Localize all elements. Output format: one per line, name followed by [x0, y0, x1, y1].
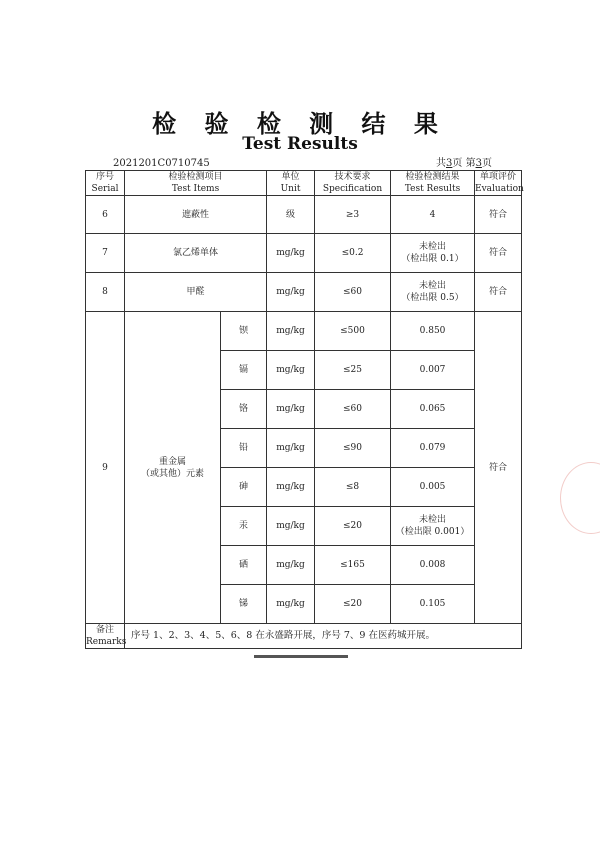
serial-cell: 7 [86, 234, 125, 273]
element-name-cell: 锑 [221, 585, 267, 624]
serial-cell: 9 [86, 312, 125, 624]
remarks-row [86, 624, 522, 649]
result-cell: 未检出 （检出限 0.001） [391, 507, 475, 546]
table-row [86, 273, 522, 312]
header-evaluation: 单项评价 Evaluation [475, 172, 524, 194]
result-cell: 0.850 [391, 312, 475, 351]
remarks-label: 备注 Remarks [86, 625, 127, 647]
evaluation-cell: 符合 [475, 312, 522, 624]
unit-cell: mg/kg [267, 390, 315, 429]
spec-cell: ≤20 [315, 507, 391, 546]
table-row [86, 312, 522, 351]
spec-cell: ≤60 [315, 390, 391, 429]
result-cell: 未检出 （检出限 0.1） [391, 234, 475, 273]
page-title-en: Test Results [242, 134, 358, 154]
end-divider [254, 655, 348, 658]
spec-cell: ≥3 [315, 196, 391, 234]
result-cell: 0.065 [391, 390, 475, 429]
item-cell: 遮蔽性 [125, 196, 267, 234]
result-cell: 0.105 [391, 585, 475, 624]
element-name-cell: 硒 [221, 546, 267, 585]
table-row [86, 234, 522, 273]
serial-cell: 6 [86, 196, 125, 234]
result-cell: 0.007 [391, 351, 475, 390]
element-name-cell: 镉 [221, 351, 267, 390]
header-unit: 单位 Unit [267, 171, 315, 196]
page-count: 共3页 第3页 [436, 158, 492, 169]
element-name-cell: 铅 [221, 429, 267, 468]
unit-cell: mg/kg [267, 468, 315, 507]
unit-cell: mg/kg [267, 507, 315, 546]
element-name-cell: 砷 [221, 468, 267, 507]
table-row [86, 196, 522, 234]
result-cell: 未检出 （检出限 0.5） [391, 273, 475, 312]
result-cell: 4 [391, 196, 475, 234]
spec-cell: ≤90 [315, 429, 391, 468]
page-title-cn: 检 验 检 测 结 果 [152, 109, 448, 138]
header-test-results: 检验检测结果 Test Results [391, 171, 475, 196]
unit-cell: mg/kg [267, 312, 315, 351]
spec-cell: ≤20 [315, 585, 391, 624]
evaluation-cell: 符合 [475, 234, 522, 273]
evaluation-cell: 符合 [475, 273, 522, 312]
spec-cell: ≤0.2 [315, 234, 391, 273]
spec-cell: ≤25 [315, 351, 391, 390]
result-cell: 0.008 [391, 546, 475, 585]
spec-cell: ≤60 [315, 273, 391, 312]
results-table [85, 170, 522, 649]
spec-cell: ≤165 [315, 546, 391, 585]
element-name-cell: 汞 [221, 507, 267, 546]
element-name-cell: 铬 [221, 390, 267, 429]
header-serial: 序号 Serial [86, 171, 125, 196]
seal-stamp [560, 462, 600, 534]
serial-cell: 8 [86, 273, 125, 312]
header-test-items: 检验检测项目 Test Items [125, 171, 267, 196]
unit-cell: mg/kg [267, 234, 315, 273]
unit-cell: mg/kg [267, 429, 315, 468]
result-cell: 0.005 [391, 468, 475, 507]
report-number: 2021201C0710745 [113, 158, 210, 169]
unit-cell: mg/kg [267, 546, 315, 585]
spec-cell: ≤8 [315, 468, 391, 507]
result-cell: 0.079 [391, 429, 475, 468]
heavy-metal-item-cell: 重金属 （或其他）元素 [125, 312, 221, 624]
remarks-text: 序号 1、2、3、4、5、6、8 在永盛路开展，序号 7、9 在医药城开展。 [125, 624, 522, 649]
item-cell: 氯乙烯单体 [125, 234, 267, 273]
header-specification: 技术要求 Specification [315, 171, 391, 196]
unit-cell: mg/kg [267, 585, 315, 624]
item-cell: 甲醛 [125, 273, 267, 312]
unit-cell: 级 [267, 196, 315, 234]
element-name-cell: 钡 [221, 312, 267, 351]
unit-cell: mg/kg [267, 351, 315, 390]
unit-cell: mg/kg [267, 273, 315, 312]
evaluation-cell: 符合 [475, 196, 522, 234]
spec-cell: ≤500 [315, 312, 391, 351]
table-header-row [86, 171, 522, 196]
